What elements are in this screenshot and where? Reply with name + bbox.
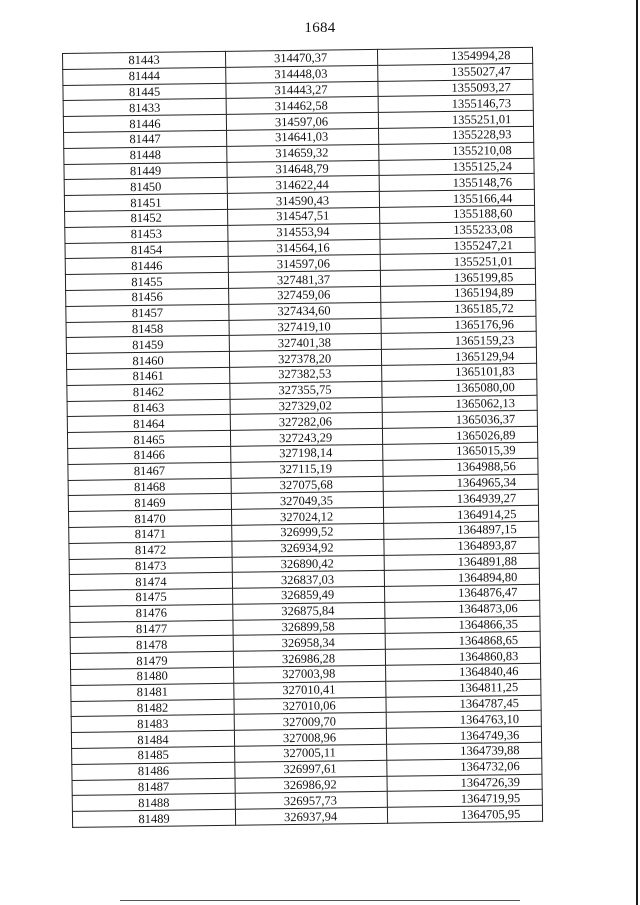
coordinate-y-cell: 314659,32 [227,144,379,162]
coordinate-y-cell: 327355,75 [230,381,382,399]
point-number-cell: 81453 [65,225,228,243]
point-number-cell: 81469 [68,494,231,512]
point-number-cell: 81471 [69,525,232,543]
coordinate-y-cell: 327008,96 [234,729,386,747]
coordinate-x-cell: 1364726,39 [387,774,542,792]
coordinate-y-cell: 314597,06 [226,113,378,131]
coordinate-x-cell: 1364739,88 [387,742,542,760]
coordinate-y-cell: 326890,42 [232,555,384,573]
coordinate-y-cell: 327329,02 [230,397,382,415]
point-number-cell: 81455 [65,272,228,290]
coordinate-x-cell: 1355148,76 [379,174,534,192]
coordinate-x-cell: 1355027,47 [378,63,533,81]
point-number-cell: 81484 [71,731,234,749]
coordinate-y-cell: 327049,35 [231,492,383,510]
coordinate-y-cell: 327010,06 [234,697,386,715]
coordinate-x-cell: 1364840,46 [386,663,541,681]
coordinate-y-cell: 314590,43 [227,192,379,210]
page-number: 1684 [304,20,336,36]
coordinate-y-cell: 327009,70 [234,713,386,731]
coordinate-y-cell: 327382,53 [230,365,382,383]
point-number-cell: 81465 [67,430,230,448]
coordinate-x-cell: 1364988,56 [383,458,538,476]
coordinate-x-cell: 1364719,95 [387,790,542,808]
coordinate-y-cell: 326986,92 [235,776,387,794]
coordinate-y-cell: 326986,28 [233,650,385,668]
point-number-cell: 81458 [66,320,229,338]
point-number-cell: 81464 [67,415,230,433]
coordinate-y-cell: 326934,92 [232,539,384,557]
coordinate-x-cell: 1364897,15 [384,521,539,539]
coordinate-x-cell: 1355146,73 [378,95,533,113]
coordinate-x-cell: 1364965,34 [383,474,538,492]
coordinate-x-cell: 1364866,35 [385,616,540,634]
coordinate-y-cell: 327003,98 [234,665,386,683]
coordinate-x-cell: 1365101,83 [382,363,537,381]
coordinate-y-cell: 314564,16 [228,239,380,257]
point-number-cell: 81479 [70,652,233,670]
point-number-cell: 81477 [70,620,233,638]
coordinate-y-cell: 327434,60 [229,302,381,320]
point-number-cell: 81451 [64,194,227,212]
coordinate-x-cell: 1364876,47 [385,584,540,602]
point-number-cell: 81478 [70,636,233,654]
coordinate-y-cell: 327378,20 [229,349,381,367]
coordinate-y-cell: 327075,68 [231,476,383,494]
coordinate-x-cell: 1365194,89 [381,284,536,302]
coordinate-x-cell: 1355247,21 [380,237,535,255]
point-number-cell: 81461 [67,367,230,385]
coordinate-y-cell: 314553,94 [228,223,380,241]
point-number-cell: 81460 [66,351,229,369]
coordinate-x-cell: 1355093,27 [378,79,533,97]
point-number-cell: 81482 [71,699,234,717]
coordinate-y-cell: 314470,37 [225,49,377,67]
coordinate-x-cell: 1365080,00 [382,379,537,397]
point-number-cell: 81486 [72,762,235,780]
coordinate-x-cell: 1365159,23 [381,332,536,350]
coordinate-x-cell: 1355233,08 [380,221,535,239]
point-number-cell: 81443 [63,51,226,69]
coordinates-table [62,47,543,828]
coordinate-x-cell: 1364732,06 [387,758,542,776]
coordinate-x-cell: 1364939,27 [383,490,538,508]
point-number-cell: 81457 [66,304,229,322]
point-number-cell: 81488 [72,794,235,812]
coordinate-x-cell: 1364893,87 [384,537,539,555]
coordinate-x-cell: 1364894,80 [384,569,539,587]
coordinate-y-cell: 327005,11 [235,744,387,762]
coordinate-y-cell: 326958,34 [233,634,385,652]
point-number-cell: 81448 [64,146,227,164]
point-number-cell: 81487 [72,778,235,796]
coordinate-x-cell: 1355228,93 [379,126,534,144]
coordinate-x-cell: 1355210,08 [379,142,534,160]
point-number-cell: 81445 [63,83,226,101]
point-number-cell: 81466 [68,446,231,464]
coordinate-y-cell: 326957,73 [235,792,387,810]
point-number-cell: 81450 [64,178,227,196]
coordinate-y-cell: 327024,12 [231,507,383,525]
coordinate-x-cell: 1355188,60 [380,205,535,223]
coordinate-y-cell: 327243,29 [230,428,382,446]
point-number-cell: 81473 [69,557,232,575]
coordinate-y-cell: 326899,58 [233,618,385,636]
coordinate-y-cell: 327481,37 [228,271,380,289]
coordinate-x-cell: 1364763,10 [386,711,541,729]
coordinate-x-cell: 1365129,94 [381,347,536,365]
coordinate-x-cell: 1355251,01 [378,111,533,129]
coordinate-y-cell: 327401,38 [229,334,381,352]
coordinate-x-cell: 1364787,45 [386,695,541,713]
coordinate-y-cell: 327010,41 [234,681,386,699]
coordinate-x-cell: 1364705,95 [387,806,542,824]
point-number-cell: 81446 [63,115,226,133]
point-number-cell: 81468 [68,478,231,496]
coordinate-y-cell: 326997,61 [235,760,387,778]
coordinate-x-cell: 1365026,89 [382,426,537,444]
coordinate-x-cell: 1365062,13 [382,395,537,413]
coordinate-y-cell: 314597,06 [228,255,380,273]
coordinate-x-cell: 1364868,65 [385,632,540,650]
coordinate-y-cell: 327282,06 [230,413,382,431]
coordinate-y-cell: 326837,03 [232,571,384,589]
point-number-cell: 81489 [72,810,235,828]
coordinate-y-cell: 327419,10 [229,318,381,336]
coordinate-y-cell: 326999,52 [232,523,384,541]
point-number-cell: 81483 [71,715,234,733]
point-number-cell: 81475 [70,588,233,606]
coordinate-y-cell: 314641,03 [227,128,379,146]
coordinates-table-body [63,47,543,827]
scan-edge-right [636,0,638,905]
coordinate-x-cell: 1365199,85 [380,268,535,286]
coordinate-x-cell: 1364873,06 [385,600,540,618]
coordinate-x-cell: 1355166,44 [379,190,534,208]
point-number-cell: 81472 [69,541,232,559]
coordinate-y-cell: 326875,84 [233,602,385,620]
coordinate-x-cell: 1364891,88 [384,553,539,571]
coordinate-x-cell: 1355251,01 [380,253,535,271]
point-number-cell: 81433 [63,99,226,117]
coordinate-x-cell: 1354994,28 [377,47,532,65]
coordinate-y-cell: 327198,14 [231,444,383,462]
point-number-cell: 81452 [65,209,228,227]
coordinate-x-cell: 1364749,36 [386,727,541,745]
point-number-cell: 81480 [71,667,234,685]
point-number-cell: 81481 [71,683,234,701]
coordinate-y-cell: 314462,58 [226,97,378,115]
coordinate-y-cell: 326937,94 [235,808,387,826]
coordinate-x-cell: 1364914,25 [383,505,538,523]
point-number-cell: 81474 [69,573,232,591]
coordinate-y-cell: 327459,06 [229,286,381,304]
coordinate-y-cell: 326859,49 [233,586,385,604]
coordinate-y-cell: 314547,51 [228,207,380,225]
coordinate-y-cell: 314648,79 [227,160,379,178]
point-number-cell: 81459 [66,336,229,354]
point-number-cell: 81447 [64,130,227,148]
coordinate-x-cell: 1364860,83 [385,648,540,666]
coordinate-x-cell: 1364811,25 [386,679,541,697]
coordinate-y-cell: 314448,03 [226,65,378,83]
coordinates-table-container [62,47,542,828]
coordinate-x-cell: 1365036,37 [382,411,537,429]
coordinate-y-cell: 314622,44 [227,176,379,194]
point-number-cell: 81449 [64,162,227,180]
point-number-cell: 81463 [67,399,230,417]
point-number-cell: 81467 [68,462,231,480]
coordinate-x-cell: 1355125,24 [379,158,534,176]
point-number-cell: 81470 [69,509,232,527]
point-number-cell: 81446 [65,257,228,275]
point-number-cell: 81462 [67,383,230,401]
scan-line-bottom [120,900,520,901]
point-number-cell: 81485 [72,746,235,764]
point-number-cell: 81444 [63,67,226,85]
coordinate-x-cell: 1365176,96 [381,316,536,334]
coordinate-x-cell: 1365015,39 [383,442,538,460]
point-number-cell: 81456 [66,288,229,306]
coordinate-y-cell: 327115,19 [231,460,383,478]
point-number-cell: 81454 [65,241,228,259]
coordinate-y-cell: 314443,27 [226,81,378,99]
point-number-cell: 81476 [70,604,233,622]
coordinate-x-cell: 1365185,72 [381,300,536,318]
